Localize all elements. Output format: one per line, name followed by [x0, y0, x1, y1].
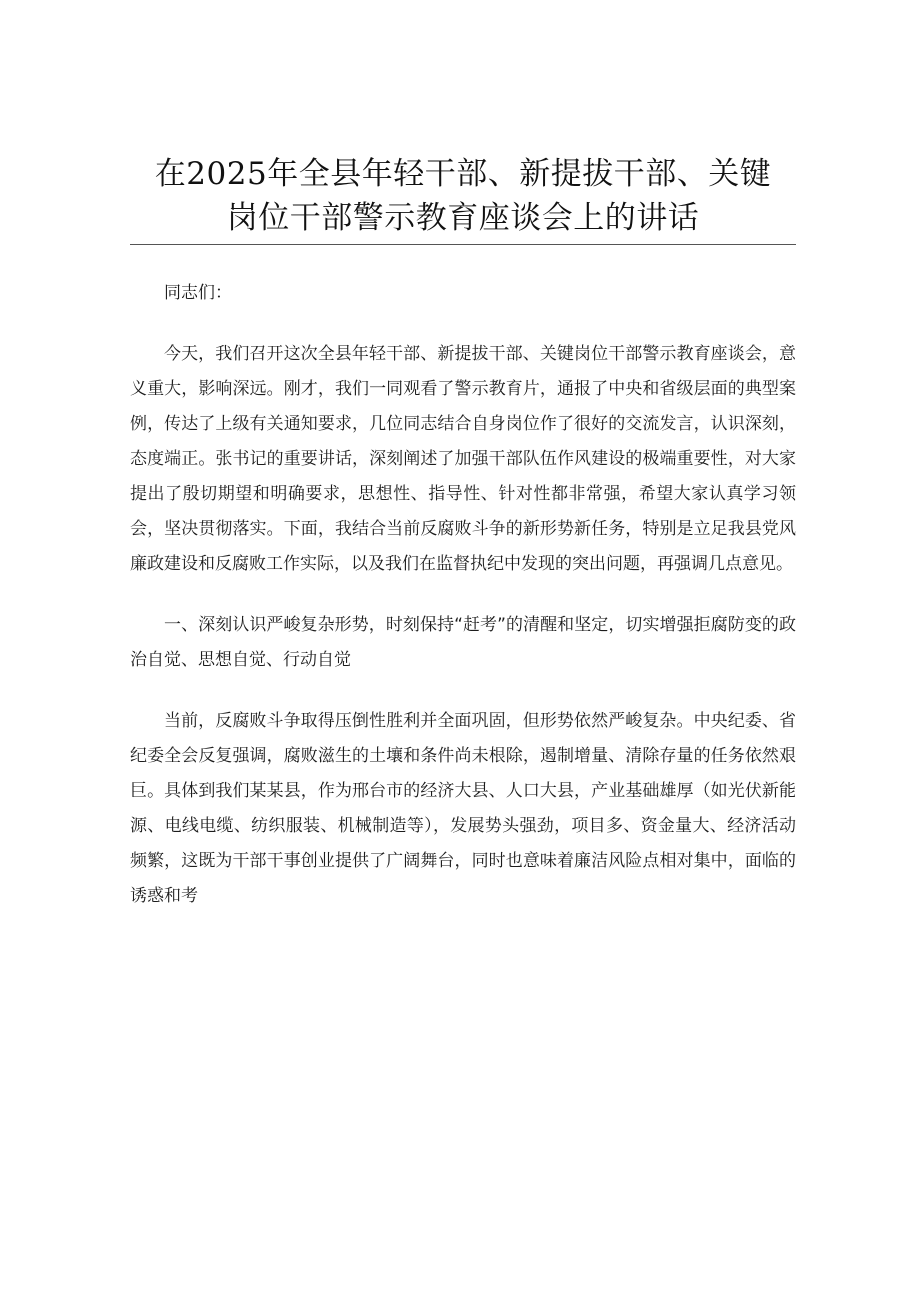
title-divider — [130, 244, 796, 245]
section-heading-1: 一、深刻认识严峻复杂形势，时刻保持“赶考”的清醒和坚定，切实增强拒腐防变的政治自觉、思想自觉、行动自觉 — [130, 615, 796, 670]
paragraph-opening: 今天，我们召开这次全县年轻干部、新提拔干部、关键岗位干部警示教育座谈会，意义重大，影响深远。刚才，我们一同观看了警示教育片，通报了中央和省级层面的典型案例，传达了上级有关通知要求，几位同志结合自身岗位作了很好的交流发言，认识深刻，态度端正。张书记的重要讲话，深刻阐述了加强干部队伍作风建设的极端重要性，对大家提出了殷切期望和明确要求，思想性、指导性、针对性都非常强，希望大家认真学习领会，坚决贯彻落实。下面，我结合当前反腐败斗争的新形势新任务，特别是立足我县党风廉政建设和反腐败工作实际，以及我们在监督执纪中发现的突出问题，再强调几点意见。 — [130, 344, 796, 574]
paragraph-situation: 当前，反腐败斗争取得压倒性胜利并全面巩固，但形势依然严峻复杂。中央纪委、省纪委全会反复强调，腐败滋生的土壤和条件尚未根除，遏制增量、清除存量的任务依然艰巨。具体到我们某某县，作为邢台市的经济大县、人口大县，产业基础雄厚（如光伏新能源、电线电缆、纺织服装、机械制造等），发展势头强劲，项目多、资金量大、经济活动频繁，这既为干部干事创业提供了广阔舞台，同时也意味着廉洁风险点相对集中，面临的诱惑和考 — [130, 711, 796, 906]
title-line-2: 岗位干部警示教育座谈会上的讲话 — [226, 200, 700, 236]
salutation: 同志们： — [164, 283, 232, 303]
title-line-1: 在2025年全县年轻干部、新提拔干部、关键 — [154, 156, 772, 192]
document-title — [130, 152, 796, 240]
document-body — [130, 276, 796, 914]
